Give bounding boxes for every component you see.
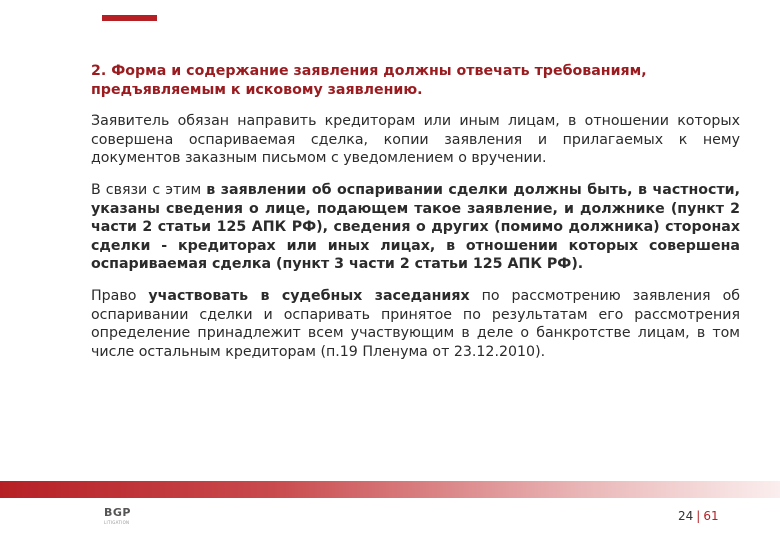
footer-band [0, 481, 780, 498]
bgp-logo [104, 506, 131, 525]
paragraph-participation [91, 287, 740, 361]
current-page: 24 [678, 509, 694, 523]
logo-text: BGP [104, 506, 131, 519]
page-separator: | [696, 509, 701, 523]
paragraph-participation-rest: по рассмотрению заявления об оспаривании сделки и оспаривать принятое по результатам его рассмотрения определение принадлежит всем участвующим в деле о банкротстве лицам, в том числе остальным кредиторам (п.19 Пленума от 23.12.2010). [91, 287, 741, 360]
paragraph-participation-bold: участвовать в судебных заседаниях [148, 287, 470, 304]
paragraph-participation-lead: Право [91, 287, 149, 304]
paragraph-requirements [91, 181, 740, 274]
paragraph-requirements-lead: В связи с этим [91, 181, 207, 198]
accent-bar [102, 15, 157, 21]
page-indicator [678, 509, 719, 523]
logo-subtext: LITIGATION [104, 520, 130, 525]
slide-content [91, 62, 740, 374]
paragraph-notification: Заявитель обязан направить кредиторам или иным лицам, в отношении которых совершена оспариваемая сделка, копии заявления и прилагаемых к нему документов заказным письмом с уведомлением о вручении. [91, 113, 740, 167]
section-heading: 2. Форма и содержание заявления должны отвечать требованиям, предъявляемым к исковому заявлению. [91, 63, 647, 98]
paragraph-requirements-bold: в заявлении об оспаривании сделки должны быть, в частности, указаны сведения о лице, подающем такое заявление, и должнике (пункт 2 части 2 статьи 125 АПК РФ), сведения о других (помимо должника) сторонах сделки - кредиторах или иных лицах, в отношении которых совершена оспариваемая сделка (пункт 3 части 2 статьи 125 АПК РФ). [91, 181, 740, 273]
total-pages: 61 [703, 509, 719, 523]
